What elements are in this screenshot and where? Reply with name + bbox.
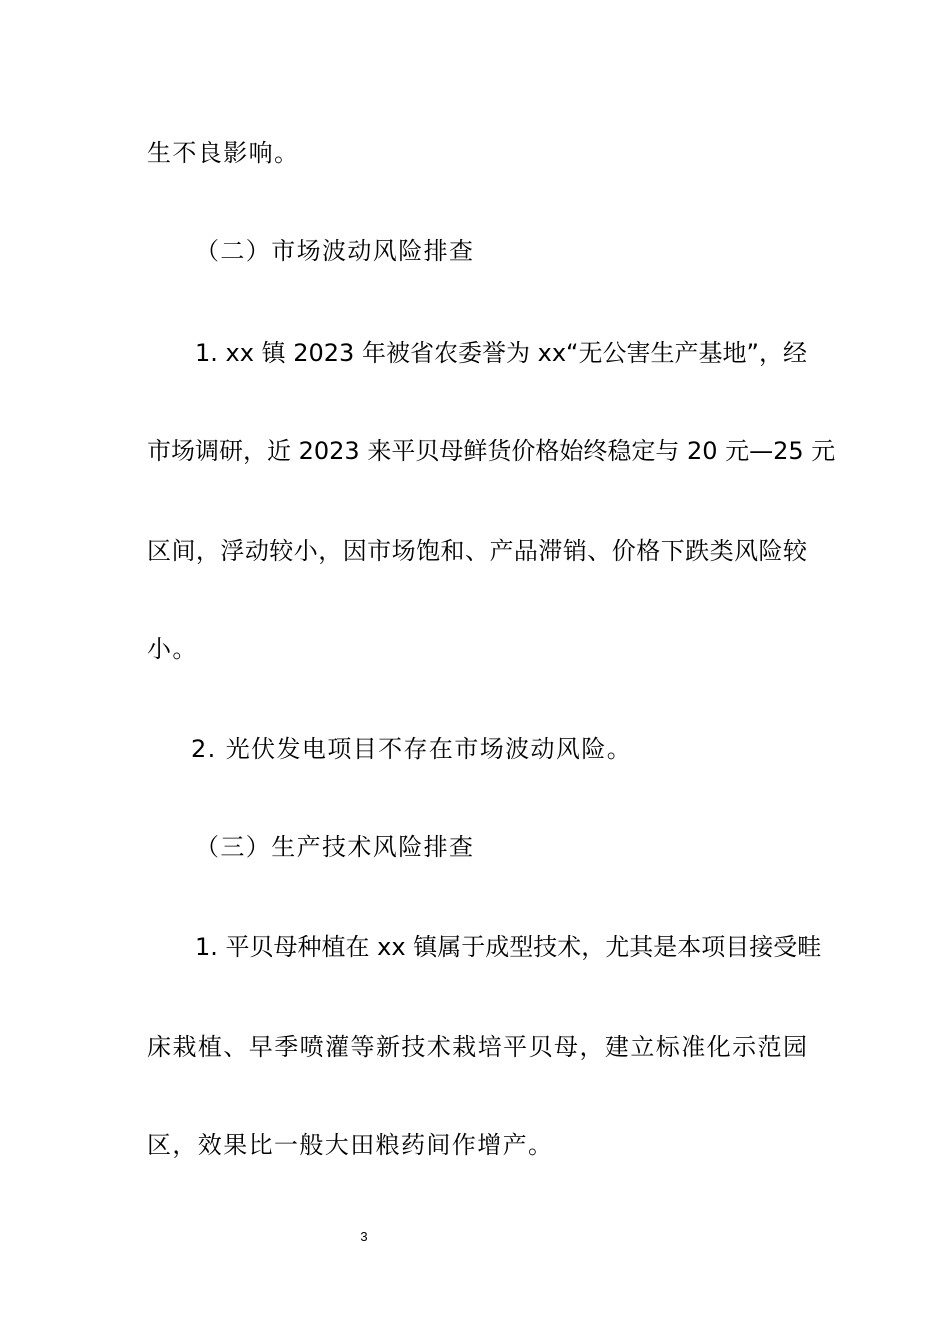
paragraph-line: 区，效果比一般大田粮药间作增产。 [147, 1131, 554, 1159]
paragraph-line: 1. xx 镇 2023 年被省农委誉为 xx“无公害生产基地”，经 [195, 339, 807, 367]
section-heading: （三）生产技术风险排查 [195, 833, 475, 861]
paragraph-line: 市场调研，近 2023 来平贝母鲜货价格始终稳定与 20 元—25 元 [147, 437, 836, 465]
paragraph-line: 2. 光伏发电项目不存在市场波动风险。 [191, 735, 633, 763]
section-heading: （二）市场波动风险排查 [195, 237, 475, 265]
page-number: 3 [360, 1229, 368, 1244]
paragraph-line: 床栽植、早季喷灌等新技术栽培平贝母，建立标准化示范园 [147, 1033, 807, 1061]
paragraph-line: 区间，浮动较小，因市场饱和、产品滞销、价格下跌类风险较 [147, 537, 807, 565]
paragraph-line: 生不良影响。 [147, 139, 300, 167]
paragraph-line: 1. 平贝母种植在 xx 镇属于成型技术，尤其是本项目接受畦 [195, 933, 822, 961]
paragraph-line: 小。 [147, 635, 198, 663]
